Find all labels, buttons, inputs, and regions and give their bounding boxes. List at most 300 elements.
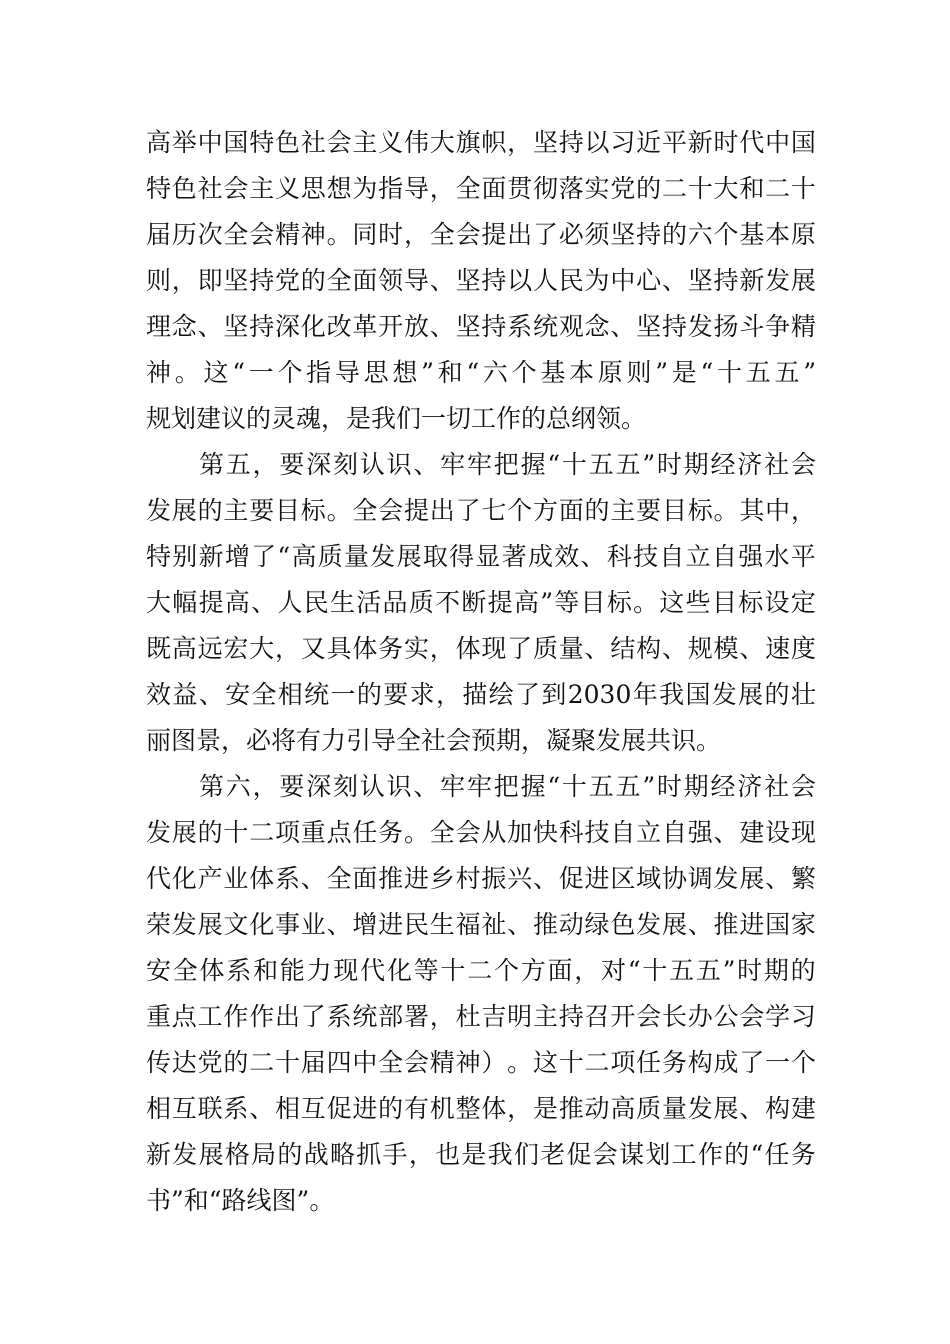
char: 展: [396, 542, 422, 571]
char: 实: [584, 174, 610, 203]
char: 安: [146, 956, 172, 985]
char: 是: [461, 1140, 487, 1169]
char: 村: [455, 864, 481, 893]
char: 自: [610, 818, 636, 847]
char: 局: [251, 1140, 277, 1169]
char: 社: [300, 128, 326, 157]
char: 互: [300, 1094, 326, 1123]
body-text: [146, 120, 816, 1224]
char: 促: [566, 1140, 592, 1169]
char: 定: [790, 588, 816, 617]
char: 识: [386, 772, 412, 801]
char: 发: [711, 680, 737, 709]
char: 十: [274, 1048, 300, 1077]
char: 发: [687, 312, 713, 341]
char: 、: [197, 312, 223, 341]
char: 其: [739, 496, 765, 525]
char: 吉: [481, 1002, 507, 1031]
char: 刻: [332, 772, 358, 801]
char: 会: [790, 772, 816, 801]
char: 国: [790, 128, 816, 157]
char: 业: [300, 910, 326, 939]
char: 面: [481, 174, 507, 203]
char: 自: [711, 542, 737, 571]
char: 家: [790, 910, 816, 939]
text-line: 书”和“路线图”。: [146, 1186, 335, 1215]
char: 业: [223, 864, 249, 893]
char: 展: [198, 1140, 224, 1169]
char: 标: [606, 588, 632, 617]
char: 具: [326, 634, 352, 663]
char: 导: [334, 358, 360, 387]
char: 、: [251, 588, 277, 617]
char: 把: [493, 772, 519, 801]
char: 面: [547, 956, 573, 985]
char: 发: [713, 864, 739, 893]
char: 年: [632, 680, 658, 709]
char: 略: [329, 1140, 355, 1169]
char: ，: [252, 450, 278, 479]
char: 体: [352, 634, 378, 663]
char: 、: [429, 266, 455, 295]
char: 整: [455, 1094, 481, 1123]
char: 杜: [455, 1002, 481, 1031]
char: 握: [520, 450, 546, 479]
char: 则: [626, 358, 652, 387]
char: ，: [408, 1140, 434, 1169]
char: 新: [687, 128, 713, 157]
char: 四: [326, 1048, 352, 1077]
char: 系: [274, 864, 300, 893]
char: “: [232, 358, 245, 387]
char: 中: [765, 128, 791, 157]
char: 牢: [466, 450, 492, 479]
char: 绘: [488, 680, 514, 709]
char: ”: [722, 956, 736, 985]
char: 国: [765, 910, 791, 939]
char: 领: [378, 266, 404, 295]
char: 推: [532, 910, 558, 939]
char: 务: [790, 1140, 816, 1169]
char: 握: [520, 772, 546, 801]
char: 、: [661, 634, 687, 663]
char: 安: [225, 680, 251, 709]
char: 精: [429, 1048, 455, 1077]
char: 这: [659, 588, 685, 617]
char: 品: [382, 588, 408, 617]
char: 人: [532, 266, 558, 295]
char: 自: [659, 542, 685, 571]
char: 了: [507, 634, 533, 663]
char: 能: [279, 956, 305, 985]
char: 义: [274, 174, 300, 203]
char: 改: [326, 312, 352, 341]
char: 党: [197, 1048, 223, 1077]
char: 系: [226, 956, 252, 985]
char: 构: [687, 1048, 713, 1077]
char: 神: [146, 358, 172, 387]
char: 以: [584, 128, 610, 157]
char: 了: [300, 1002, 326, 1031]
char: 十: [440, 956, 466, 985]
text-line: [146, 672, 816, 718]
text-line: [146, 350, 816, 396]
char: 要: [383, 680, 409, 709]
char: 指: [378, 174, 404, 203]
char: 帜: [481, 128, 507, 157]
char: 系: [326, 1002, 352, 1031]
char: 、: [739, 634, 765, 663]
char: 量: [558, 634, 584, 663]
char: ，: [171, 266, 197, 295]
char: 代: [146, 864, 172, 893]
char: 目: [711, 588, 737, 617]
char: 部: [378, 1002, 404, 1031]
char: 、: [739, 1094, 765, 1123]
char: 科: [606, 542, 632, 571]
char: 任: [764, 1140, 790, 1169]
char: 全: [352, 496, 378, 525]
char: ，: [507, 128, 533, 157]
char: 会: [223, 174, 249, 203]
char: 结: [610, 634, 636, 663]
char: 协: [661, 864, 687, 893]
char: 效: [146, 680, 172, 709]
char: 特: [146, 542, 172, 571]
char: 争: [765, 312, 791, 341]
char: 的: [277, 1140, 303, 1169]
char: 五: [615, 450, 641, 479]
char: 乡: [429, 864, 455, 893]
char: 特: [249, 128, 275, 157]
char: 坚: [636, 312, 662, 341]
char: 的: [790, 956, 816, 985]
char: 划: [645, 1140, 671, 1169]
text-line: [146, 580, 816, 626]
char: 面: [558, 496, 584, 525]
char: 思: [363, 358, 389, 387]
char: 互: [171, 1094, 197, 1123]
char: 五: [225, 450, 251, 479]
char: 。: [507, 1048, 533, 1077]
char: 代: [739, 128, 765, 157]
char: 中: [765, 496, 791, 525]
char: 区: [610, 864, 636, 893]
char: 社: [764, 772, 790, 801]
char: 化: [386, 956, 412, 985]
char: 2030: [567, 680, 632, 709]
char: 工: [197, 1002, 223, 1031]
char: 质: [636, 1094, 662, 1123]
char: 二: [249, 1048, 275, 1077]
char: “: [547, 450, 561, 479]
char: 振: [481, 864, 507, 893]
char: 发: [765, 266, 791, 295]
char: 持: [636, 220, 662, 249]
char: 第: [199, 772, 225, 801]
char: 扬: [713, 312, 739, 341]
char: 不: [435, 588, 461, 617]
char: 生: [429, 910, 455, 939]
char: 方: [520, 956, 546, 985]
char: 全: [455, 174, 481, 203]
char: 。: [326, 496, 352, 525]
char: 心: [636, 266, 662, 295]
char: 届: [300, 1048, 326, 1077]
char: 提: [198, 588, 224, 617]
char: 和: [437, 358, 463, 387]
char: 念: [584, 312, 610, 341]
char: 面: [352, 266, 378, 295]
char: 力: [306, 956, 332, 985]
char: 标: [738, 588, 764, 617]
char: 大: [146, 588, 172, 617]
char: 的: [300, 266, 326, 295]
char: 国: [685, 680, 711, 709]
char: 社: [197, 174, 223, 203]
char: 七: [481, 496, 507, 525]
char: 以: [507, 266, 533, 295]
char: 十: [561, 450, 587, 479]
char: 展: [171, 496, 197, 525]
char: 量: [661, 1094, 687, 1123]
char: 全: [326, 864, 352, 893]
char: 域: [636, 864, 662, 893]
char: 放: [403, 312, 429, 341]
char: 个: [790, 1048, 816, 1077]
char: 也: [435, 1140, 461, 1169]
char: 想: [326, 174, 352, 203]
char: 同: [352, 220, 378, 249]
char: 提: [403, 496, 429, 525]
char: 认: [359, 772, 385, 801]
char: 十: [716, 358, 742, 387]
char: 质: [317, 542, 343, 571]
char: 理: [146, 312, 172, 341]
char: 传: [146, 1048, 172, 1077]
char: 习: [610, 128, 636, 157]
char: 是: [532, 1094, 558, 1123]
char: ，: [435, 680, 461, 709]
char: 生: [329, 588, 355, 617]
char: 坚: [455, 312, 481, 341]
char: 高: [513, 588, 539, 617]
char: 时: [656, 450, 682, 479]
text-line: [146, 442, 816, 488]
char: 十: [642, 956, 668, 985]
char: 全: [326, 266, 352, 295]
char: 绿: [584, 910, 610, 939]
char: 届: [146, 220, 172, 249]
char: 第: [199, 450, 225, 479]
char: ，: [429, 174, 455, 203]
char: 目: [661, 496, 687, 525]
char: 标: [300, 496, 326, 525]
text-line: [146, 810, 816, 856]
char: 、: [413, 772, 439, 801]
char: 高: [224, 588, 250, 617]
text-line: [146, 994, 816, 1040]
char: 高: [146, 128, 172, 157]
char: 的: [197, 496, 223, 525]
char: 兴: [507, 864, 533, 893]
text-line: [146, 1132, 816, 1178]
char: 开: [378, 312, 404, 341]
char: 任: [636, 1048, 662, 1077]
char: 色: [610, 910, 636, 939]
char: 、: [413, 450, 439, 479]
char: 会: [378, 496, 404, 525]
char: 持: [249, 266, 275, 295]
char: 加: [507, 818, 533, 847]
char: 全: [223, 220, 249, 249]
char: 展: [739, 864, 765, 893]
char: 成: [527, 542, 553, 571]
char: 个: [713, 220, 739, 249]
char: 新: [146, 1140, 172, 1169]
char: 展: [713, 1094, 739, 1123]
char: 机: [429, 1094, 455, 1123]
char: 统: [352, 1002, 378, 1031]
char: 等: [413, 956, 439, 985]
char: 一: [765, 1048, 791, 1077]
char: 的: [378, 1094, 404, 1123]
char: 系: [507, 312, 533, 341]
char: 福: [455, 910, 481, 939]
char: 主: [532, 1002, 558, 1031]
char: 和: [739, 174, 765, 203]
char: 伟: [403, 128, 429, 157]
char: 念: [171, 312, 197, 341]
char: 联: [197, 1094, 223, 1123]
char: 强: [687, 818, 713, 847]
char: 老: [540, 1140, 566, 1169]
char: 坚: [223, 266, 249, 295]
char: 达: [171, 1048, 197, 1077]
char: 壮: [790, 680, 816, 709]
char: 我: [659, 680, 685, 709]
char: 相: [146, 1094, 172, 1123]
char: 社: [764, 450, 790, 479]
char: 牢: [440, 450, 466, 479]
char: 本: [765, 220, 791, 249]
char: 学: [765, 1002, 791, 1031]
char: 又: [300, 634, 326, 663]
char: 推: [713, 910, 739, 939]
char: 期: [683, 772, 709, 801]
char: 远: [197, 634, 223, 663]
char: 了: [455, 496, 481, 525]
char: 思: [300, 174, 326, 203]
char: 立: [685, 542, 711, 571]
char: 益: [172, 680, 198, 709]
char: 十: [223, 818, 249, 847]
char: 务: [378, 634, 404, 663]
text-line: [146, 304, 816, 350]
char: 。: [403, 818, 429, 847]
char: 作: [223, 1002, 249, 1031]
char: 深: [306, 450, 332, 479]
char: 提: [487, 588, 513, 617]
char: 个: [511, 358, 537, 387]
char: 动: [558, 910, 584, 939]
char: 二: [249, 818, 275, 847]
char: 持: [481, 266, 507, 295]
char: 提: [481, 220, 507, 249]
char: 。: [633, 588, 659, 617]
char: 宏: [223, 634, 249, 663]
char: 大: [713, 174, 739, 203]
char: 进: [739, 910, 765, 939]
char: 、: [713, 818, 739, 847]
char: 时: [713, 128, 739, 157]
char: 五: [588, 450, 614, 479]
char: 持: [713, 266, 739, 295]
char: 、: [300, 864, 326, 893]
char: 个: [277, 358, 303, 387]
char: 要: [279, 450, 305, 479]
char: 科: [558, 818, 584, 847]
char: 展: [738, 680, 764, 709]
char: 指: [306, 358, 332, 387]
char: 经: [710, 772, 736, 801]
char: 。: [713, 496, 739, 525]
char: 六: [225, 772, 251, 801]
text-line: [146, 120, 816, 166]
char: 识: [386, 450, 412, 479]
text-line: [146, 948, 816, 994]
char: 主: [249, 174, 275, 203]
char: 会: [326, 128, 352, 157]
char: “: [750, 1140, 764, 1169]
char: ，: [429, 634, 455, 663]
char: 工: [671, 1140, 697, 1169]
char: 。: [326, 220, 352, 249]
char: 促: [558, 864, 584, 893]
char: 高: [291, 542, 317, 571]
char: 的: [356, 680, 382, 709]
char: 成: [713, 1048, 739, 1077]
char: 公: [713, 1002, 739, 1031]
char: 二: [765, 174, 791, 203]
char: 精: [274, 220, 300, 249]
char: 时: [656, 772, 682, 801]
char: “: [466, 358, 480, 387]
char: 中: [352, 1048, 378, 1077]
char: 设: [765, 818, 791, 847]
char: 事: [274, 910, 300, 939]
char: 重: [300, 818, 326, 847]
char: ，: [507, 1094, 533, 1123]
char: 一: [330, 680, 356, 709]
char: 要: [636, 496, 662, 525]
char: 则: [146, 266, 172, 295]
char: ”: [642, 772, 656, 801]
char: 色: [274, 128, 300, 157]
char: 作: [697, 1140, 723, 1169]
char: 基: [540, 358, 566, 387]
char: 发: [687, 1094, 713, 1123]
char: 次: [197, 220, 223, 249]
char: 质: [532, 634, 558, 663]
char: 发: [146, 496, 172, 525]
char: 明: [507, 1002, 533, 1031]
char: “: [700, 358, 714, 387]
char: 相: [274, 1094, 300, 1123]
char: 繁: [790, 864, 816, 893]
char: 十: [558, 1048, 584, 1077]
char: ”: [655, 358, 669, 387]
